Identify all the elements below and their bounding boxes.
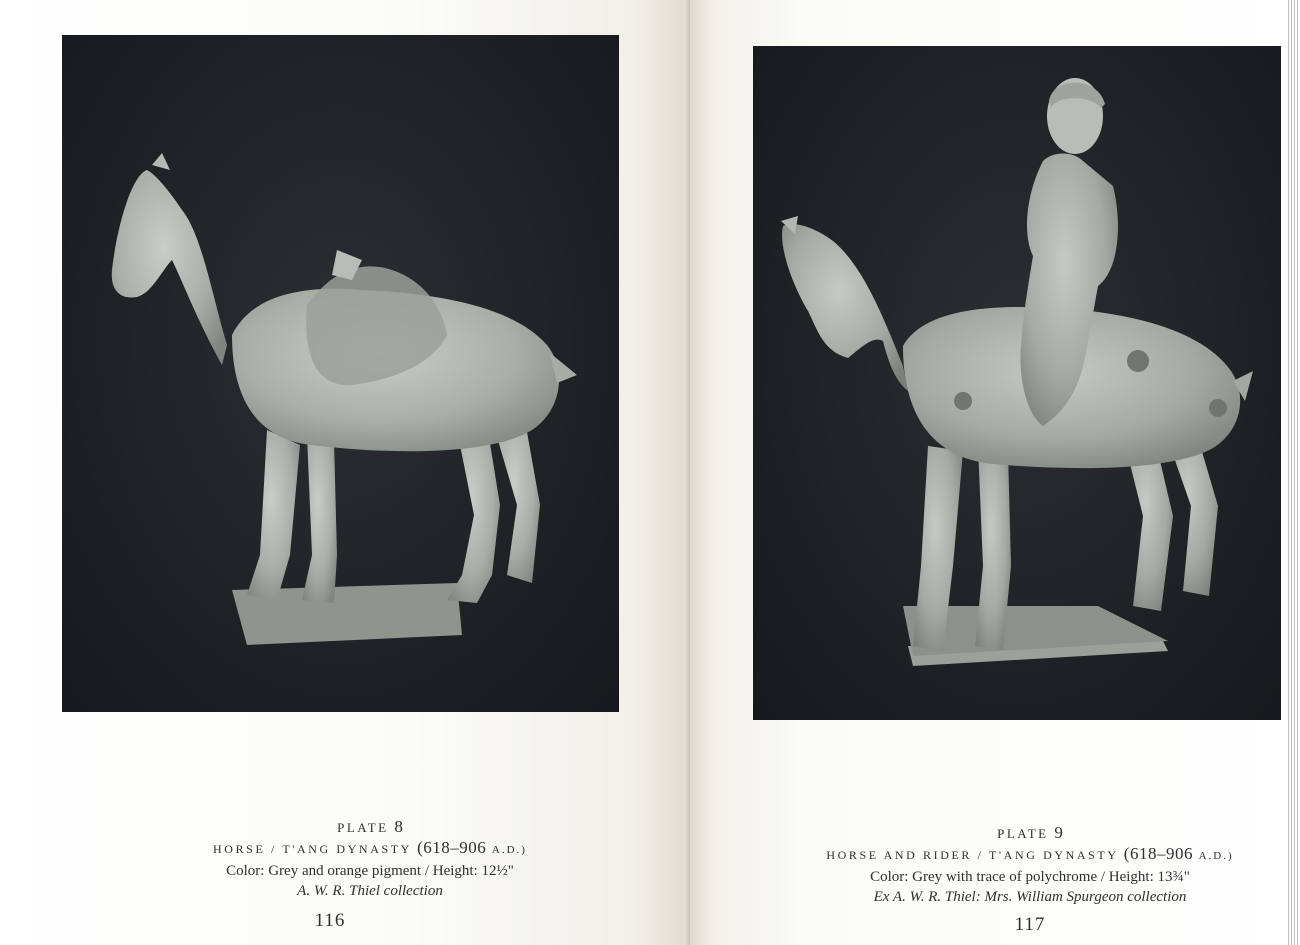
right-page xyxy=(690,0,1300,945)
dates: (618–906 xyxy=(417,838,487,857)
page-edge xyxy=(1286,0,1300,945)
plate-description: Color: Grey and orange pigment / Height: 12½" xyxy=(226,863,514,879)
plate-8-photograph xyxy=(62,35,619,712)
dynasty: T'ANG DYNASTY xyxy=(282,842,412,856)
plate-number: 9 xyxy=(1054,823,1063,842)
plate-label-text: PLATE xyxy=(337,820,389,835)
plate-description: Color: Grey with trace of polychrome / Height: 13¾" xyxy=(870,869,1190,885)
separator: / xyxy=(977,848,984,862)
horse-and-rider-figure-icon xyxy=(753,46,1281,720)
plate-collection: A. W. R. Thiel collection xyxy=(297,883,443,899)
plate-label-text: PLATE xyxy=(997,826,1049,841)
dates: (618–906 xyxy=(1123,844,1193,863)
plate-label xyxy=(770,824,1290,843)
plate-title xyxy=(770,843,1290,867)
plate-subject: HORSE xyxy=(213,842,266,856)
plate-8-caption xyxy=(120,818,620,901)
separator: / xyxy=(270,842,277,856)
horse-figure-icon xyxy=(62,35,619,712)
plate-collection: Ex A. W. R. Thiel: Mrs. William Spurgeon collection xyxy=(873,889,1187,905)
era-label: A.D.) xyxy=(491,844,527,856)
plate-subject: HORSE AND RIDER xyxy=(826,848,973,862)
era-label: A.D.) xyxy=(1198,850,1234,862)
page-number: 116 xyxy=(314,910,346,931)
plate-label xyxy=(120,818,620,837)
dynasty: T'ANG DYNASTY xyxy=(988,848,1119,862)
plate-title xyxy=(120,837,620,861)
plate-9-caption xyxy=(770,824,1290,907)
plate-9-photograph xyxy=(753,46,1281,720)
page-number: 117 xyxy=(1014,914,1046,935)
plate-number: 8 xyxy=(394,817,403,836)
